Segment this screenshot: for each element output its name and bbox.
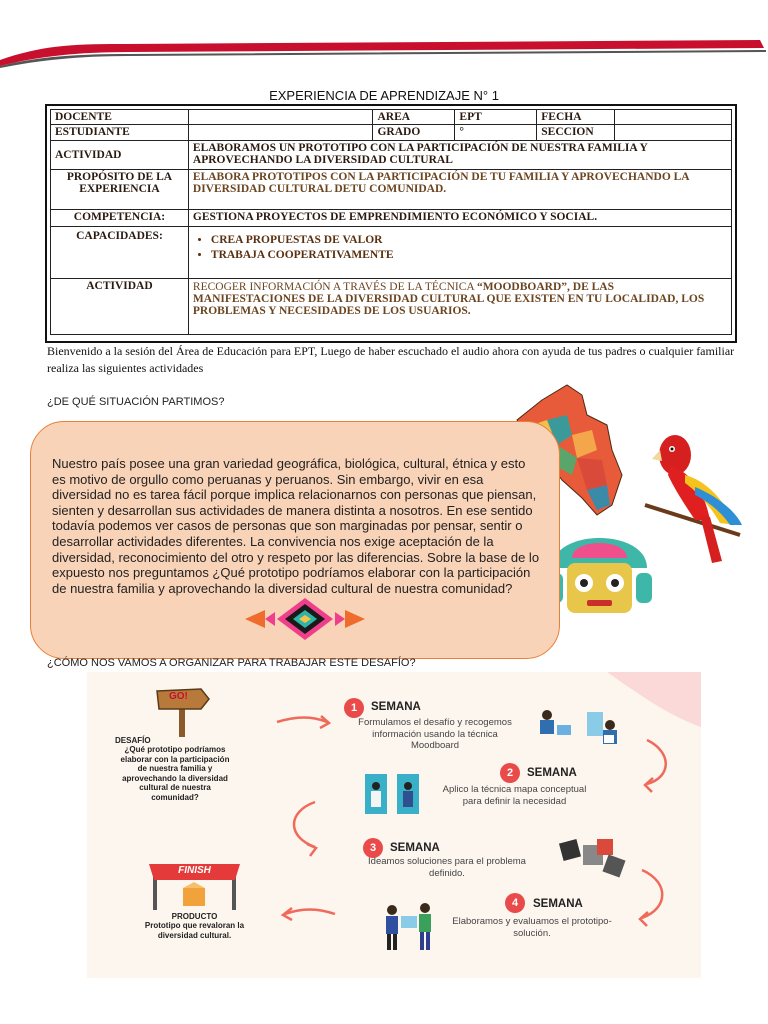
grado-label: GRADO	[373, 125, 455, 141]
students-desk-icon	[532, 707, 627, 749]
estudiante-value[interactable]	[188, 125, 373, 141]
step-2-number: 2	[500, 763, 520, 783]
actividad-label: ACTIVIDAD	[51, 141, 189, 170]
area-value[interactable]: EPT	[455, 110, 537, 125]
desafio-title: DESAFÍO	[115, 736, 151, 745]
seccion-label: SECCION	[537, 125, 615, 141]
step-3-description: Ideamos soluciones para el problema definido.	[368, 856, 526, 879]
actividad2-prefix: RECOGER INFORMACIÓN A TRAVÉS DE LA TÉCNICA	[192, 281, 477, 293]
proposito-label: PROPÓSITO DE LA EXPERIENCIA	[51, 170, 189, 210]
seccion-value[interactable]	[615, 125, 732, 141]
fecha-label: FECHA	[537, 110, 615, 125]
weekly-plan-infographic	[87, 672, 701, 978]
proposito-value: ELABORA PROTOTIPOS CON LA PARTICIPACIÓN DE TU FAMILIA Y APROVECHANDO LA DIVERSIDAD CULTURAL DETU COMUNIDAD.	[188, 170, 731, 210]
docente-label: DOCENTE	[51, 110, 189, 125]
docente-value[interactable]	[188, 110, 373, 125]
info-table	[45, 104, 737, 343]
actividad-value: ELABORAMOS UN PROTOTIPO CON LA PARTICIPACIÓN DE NUESTRA FAMILIA Y APROVECHANDO LA DIVERSIDAD CULTURAL	[188, 141, 731, 170]
step-4-description: Elaboramos y evaluamos el prototipo-solución.	[452, 916, 612, 939]
step-2-label: SEMANA	[527, 767, 577, 779]
step-1-description: Formulamos el desafío y recogemos información usando la técnica Moodboard	[358, 717, 512, 751]
step-2-description: Aplico la técnica mapa conceptual para definir la necesidad	[442, 784, 587, 807]
capacidad-item: • CREA PROPUESTAS DE VALOR	[211, 234, 727, 246]
step-4-label: SEMANA	[533, 898, 583, 910]
capacidades-list	[193, 234, 727, 261]
puzzle-pieces-icon	[557, 835, 629, 879]
competencia-label: COMPETENCIA:	[51, 210, 189, 227]
estudiante-label: ESTUDIANTE	[51, 125, 189, 141]
actividad2-label: ACTIVIDAD	[51, 279, 189, 335]
capacidades-cell	[188, 227, 731, 279]
welcome-paragraph: Bienvenido a la sesión del Área de Educación para EPT, Luego de haber escuchado el audio ahora con ayuda de tus padres o cualquier familiar realiza las siguientes actividades	[47, 344, 735, 375]
go-sign-text: GO!	[169, 691, 188, 702]
grado-value[interactable]: °	[455, 125, 537, 141]
fecha-value[interactable]	[615, 110, 732, 125]
actividad2-value	[188, 279, 731, 335]
situation-text: Nuestro país posee una gran variedad geográfica, biológica, cultural, étnica y esto es motivo de orgullo como peruanas y peruanos. Sin embargo, vivir en esa diversidad no es tarea fácil porque implica relacionarnos con personas que piensan, sienten y desarrollan sus actividades de manera distinta a nosotros. En ese sentido todavía podemos ver casos de personas que son marginadas por pensar, sentir o desarrollar actividades diferentes. La convivencia nos exige aceptación de la diversidad, reconocimiento del otro y respeto por las diferencias. Sobre la base de lo expuesto nos preguntamos ¿Qué prototipo podríamos elaborar con la participación de nuestra familia y aprovechando la diversidad cultural de nuestra comunidad?	[52, 456, 540, 596]
step-3-number: 3	[363, 838, 383, 858]
producto-text: Prototipo que revaloran la diversidad cultural.	[144, 921, 245, 940]
arrow-icon	[277, 718, 327, 723]
desafio-text: ¿Qué prototipo podríamos elaborar con la participación de nuestra familia y aprovechando la diversidad cultural de nuestra comunidad?	[120, 745, 230, 802]
step-4-number: 4	[505, 893, 525, 913]
doors-people-icon	[363, 772, 423, 817]
header-swoosh-decoration	[0, 18, 768, 68]
step-1-number: 1	[344, 698, 364, 718]
step-3-label: SEMANA	[390, 842, 440, 854]
question-organize: ¿CÓMO NOS VAMOS A ORGANIZAR PARA TRABAJAR ESTE DESAFÍO?	[47, 657, 416, 669]
step-1-label: SEMANA	[371, 701, 421, 713]
area-label: AREA	[373, 110, 455, 125]
competencia-value: GESTIONA PROYECTOS DE EMPRENDIMIENTO ECONÓMICO Y SOCIAL.	[188, 210, 731, 227]
question-situation: ¿DE QUÉ SITUACIÓN PARTIMOS?	[47, 396, 225, 408]
capacidad-item: • TRABAJA COOPERATIVAMENTE	[211, 249, 727, 261]
people-presenting-icon	[377, 902, 447, 952]
capacidades-label: CAPACIDADES:	[51, 227, 189, 279]
finish-sign-text: FINISH	[178, 865, 211, 876]
actividad2-bold: “MOODBOARD”, DE LAS MANIFESTACIONES DE LA DIVERSIDAD CULTURAL QUE EXISTEN EN TU LOCALIDAD, LOS PROBLEMAS Y NECESIDADES DE LOS USUARIOS.	[192, 281, 705, 317]
andean-pattern-icon	[245, 598, 365, 640]
producto-title: PRODUCTO	[171, 912, 218, 921]
page-title: EXPERIENCIA DE APRENDIZAJE N° 1	[269, 88, 499, 103]
